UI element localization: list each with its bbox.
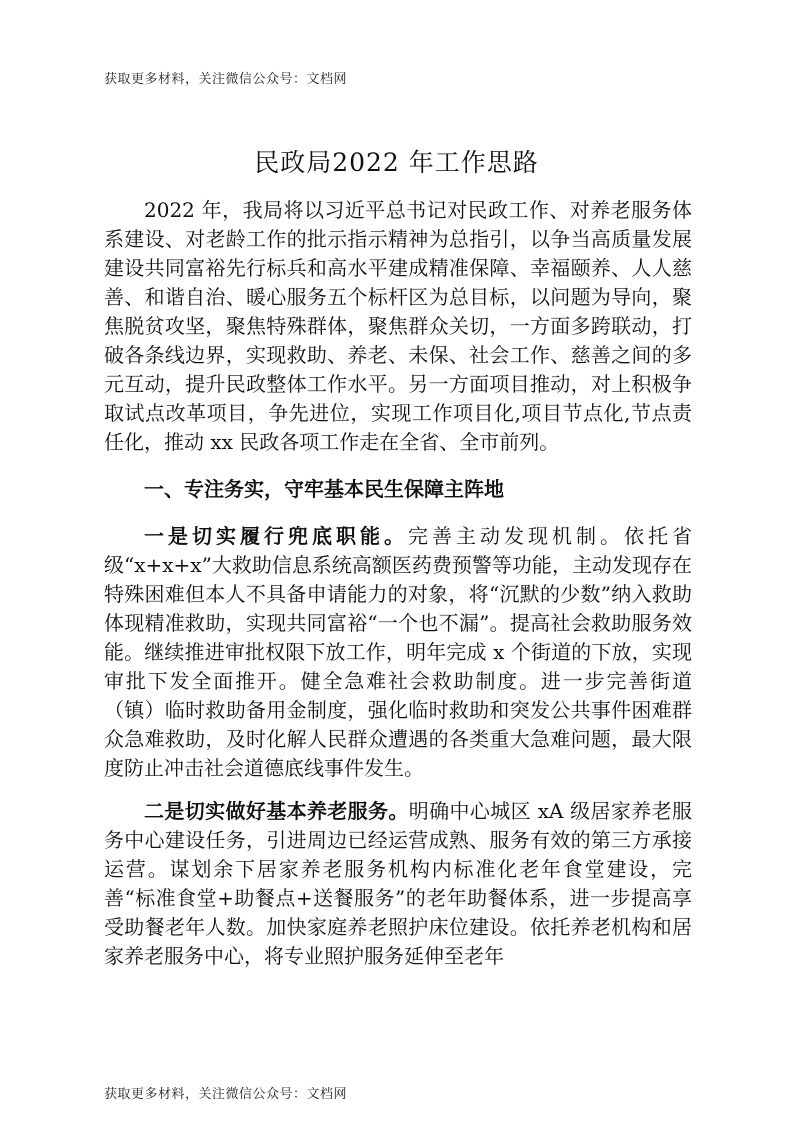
section-heading: 一、专注务实，守牢基本民生保障主阵地 — [144, 477, 504, 501]
document-body — [104, 196, 692, 971]
intro-paragraph: 2022 年，我局将以习近平总书记对民政工作、对养老服务体系建设、对老龄工作的批示指示精神为总指引，以争当高质量发展建设共同富裕先行标兵和高水平建成精准保障、幸福颐养、人人慈善、和谐自治、暖心服务五个标杆区为总目标，以问题为导向，聚焦脱贫攻坚，聚焦特殊群体，聚焦群众关切，一方面多跨联动，打破各条线边界，实现救助、养老、未保、社会工作、慈善之间的多元互动，提升民政整体工作水平。另一方面项目推动，对上积极争取试点改革项目，争先进位，实现工作项目化,项目节点化,节点责任化，推动 xx 民政各项工作走在全省、全市前列。 — [104, 198, 692, 454]
page-footer: 获取更多材料，关注微信公众号：文档网 — [104, 1087, 348, 1102]
section-item-2 — [104, 797, 692, 971]
item-lead: 二是切实做好基本养老服务。 — [144, 799, 409, 823]
document-title: 民政局2022 年工作思路 — [254, 148, 539, 177]
item-body: 明确中心城区 xA 级居家养老服务中心建设任务，引进周边已经运营成熟、服务有效的第三方承接运营。谋划余下居家养老服务机构内标准化老年食堂建设，完善“标准食堂+助餐点+送餐服务”的老年助餐体系，进一步提高享受助餐老年人数。加快家庭养老照护床位建设。依托养老机构和居家养老服务中心，将专业照护服务延伸至老年 — [104, 799, 692, 968]
item-lead: 一是切实履行兜底职能。 — [144, 524, 408, 548]
item-body: 完善主动发现机制。依托省级“x+x+x”大救助信息系统高额医药费预警等功能，主动发现存在特殊困难但本人不具备申请能力的对象，将“沉默的少数”纳入救助体现精准救助，实现共同富裕“一个也不漏”。提高社会救助服务效能。继续推进审批权限下放工作，明年完成 x 个街道的下放，实现审批下发全面推开。健全急难社会救助制度。进一步完善街道（镇）临时救助备用金制度，强化临时救助和突发公共事件困难群众急难救助，及时化解人民群众遭遇的各类重大急难问题，最大限度防止冲击社会道德底线事件发生。 — [104, 524, 692, 780]
section-item-1 — [104, 522, 692, 783]
page-header: 获取更多材料，关注微信公众号：文档网 — [104, 72, 348, 87]
